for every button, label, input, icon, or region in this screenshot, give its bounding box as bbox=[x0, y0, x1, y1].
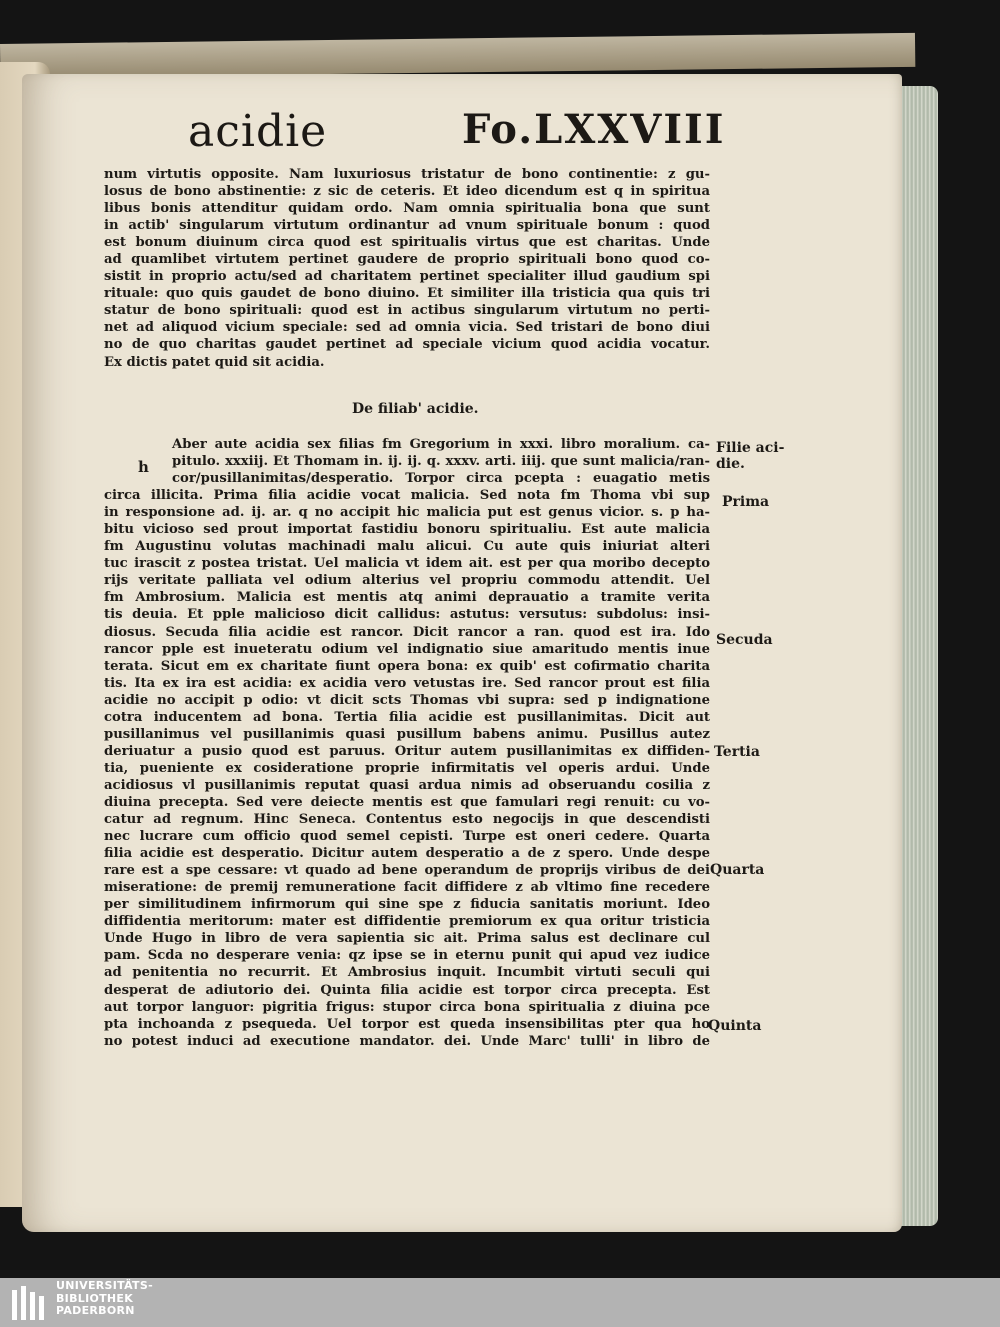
margin-note-quinta: Quinta bbox=[708, 1018, 762, 1034]
margin-note-filie-line1: Filie aci- bbox=[716, 440, 785, 456]
section-heading: De filiab' acidie. bbox=[352, 401, 479, 417]
text-line: bitu vicioso sed prout importat fastidiu bonoru spiritualiu. Est aute malicia bbox=[104, 522, 710, 538]
paragraph-2 bbox=[104, 436, 710, 1050]
text-line: tis deuia. Et pple malicioso dicit callidus: astutus: versutus: subdolus: insi- bbox=[104, 607, 710, 623]
text-line: acidiosus vl pusillanimis reputat quasi ardua nimis ad obseruandu cosilia z bbox=[104, 777, 710, 793]
text-line: tis. Ita ex ira est acidia: ex acidia vero vetustas ire. Sed rancor prout est filia bbox=[104, 675, 710, 691]
text-line: no potest induci ad executione mandator. dei. Unde Marc' tulli' in libro de bbox=[104, 1033, 710, 1049]
text-line: ad penitentia no recurrit. Et Ambrosius inquit. Incumbit virtuti seculi qui bbox=[104, 965, 710, 981]
text-line: sistit in proprio actu/sed ad charitatem pertinet specialiter illud gaudium spi bbox=[104, 269, 710, 285]
text-line: desperat de adiutorio dei. Quinta filia acidie est torpor circa precepta. Est bbox=[104, 982, 710, 998]
text-line: net ad aliquod vicium speciale: sed ad omnia vicia. Sed tristari de bono diui bbox=[104, 320, 710, 336]
text-line: rancor pple est inueteratu odium vel indignatio siue amaritudo mentis inue bbox=[104, 641, 710, 657]
text-line: rijs veritate palliata vel odium alterius vel propriu commodu attendit. Uel bbox=[104, 573, 710, 589]
text-line: losus de bono abstinentie: z sic de ceteris. Et ideo dicendum est q in spiritua bbox=[104, 184, 710, 200]
paragraph-1 bbox=[104, 166, 710, 371]
library-name-line3: PADERBORN bbox=[56, 1304, 135, 1317]
text-line: in actib' singularum virtutum ordinantur ad vnum spirituale bonum : quod bbox=[104, 218, 710, 234]
library-name-line2: BIBLIOTHEK bbox=[56, 1291, 134, 1305]
text-line: cor/pusillanimitas/desperatio. Torpor circa pcepta : euagatio metis bbox=[172, 471, 710, 487]
text-line: diosus. Secuda filia acidie est rancor. Dicit rancor a ran. quod est ira. Ido bbox=[104, 624, 710, 640]
text-line: ad quamlibet virtutem pertinet gaudere de proprio spirituali bono quod co- bbox=[104, 252, 710, 268]
margin-note-filie bbox=[716, 440, 784, 472]
text-line: cotra inducentem ad bona. Tertia filia acidie est pusillanimitas. Dicit aut bbox=[104, 709, 710, 725]
text-line: est bonum diuinum circa quod est spiritualis virtus que est charitas. Unde bbox=[104, 235, 710, 251]
text-line: libus bonis attenditur quidam ordo. Nam omnia spiritualia bona que sunt bbox=[104, 201, 710, 217]
text-line: Ex dictis patet quid sit acidia. bbox=[104, 354, 325, 370]
library-logo-icon bbox=[8, 1282, 52, 1322]
text-line: diffidentia meritorum: mater est diffidentie premiorum ex qua oritur tristicia bbox=[104, 914, 710, 930]
text-line: per similitudinem infirmorum qui sine spe z fiducia sanitatis moriunt. Ideo bbox=[104, 897, 710, 913]
text-line: Aber aute acidia sex filias fm Gregorium in xxxi. libro moralium. ca- bbox=[172, 437, 710, 452]
margin-note-tertia: Tertia bbox=[714, 744, 760, 760]
text-line: catur ad regnum. Hinc Seneca. Contentus esto negocijs in que descendisti bbox=[104, 812, 710, 828]
library-name bbox=[56, 1280, 153, 1318]
text-line: rituale: quo quis gaudet de bono diuino. Et similiter illa tristicia qua quis tri bbox=[104, 286, 710, 302]
text-line: terata. Sicut em ex charitate fiunt opera bona: ex quib' est cofirmatio charita bbox=[104, 658, 710, 674]
text-line: rare est a spe cessare: vt quado ad bene operandum de proprijs viribus de dei bbox=[104, 863, 710, 879]
margin-note-filie-line2: die. bbox=[716, 456, 745, 472]
text-line: nec lucrare cum officio quod semel cepisti. Turpe est oneri cedere. Quarta bbox=[104, 829, 710, 845]
text-line: num virtutis opposite. Nam luxuriosus tristatur de bono continentie: z gu- bbox=[104, 167, 710, 182]
text-line: tia, pueniente ex cosideratione proprie infirmitatis vel operis ardui. Unde bbox=[104, 760, 710, 776]
text-line: pam. Scda no desperare venia: qz ipse se in eternu punit qui apud vez iudice bbox=[104, 948, 710, 964]
text-line: pitulo. xxxiij. Et Thomam in. ij. ij. q. xxxv. arti. iiij. que sunt malicia/ran- bbox=[172, 454, 710, 470]
text-line: filia acidie est desperatio. Dicitur autem desperatio a de z spero. Unde despe bbox=[104, 846, 710, 862]
binding-cloth bbox=[0, 33, 915, 78]
text-line: diuina precepta. Sed vere deiecte mentis est que famulari regi renuit: cu vo- bbox=[104, 794, 710, 810]
text-line: tuc irascit z postea tristat. Uel malicia vt idem ait. est per qua moribo decepto bbox=[104, 556, 710, 572]
text-line: fm Augustinu volutas machinadi malu alicui. Cu aute quis iniuriat alteri bbox=[104, 539, 710, 555]
margin-note-prima: Prima bbox=[722, 494, 770, 510]
text-line: acidie no accipit p odio: vt dicit scts Thomas vbi supra: sed p indignatione bbox=[104, 692, 710, 708]
text-line: pta inchoanda z psequeda. Uel torpor est queda insensibilitas pter qua ho bbox=[104, 1016, 710, 1032]
margin-note-secunda: Secuda bbox=[716, 632, 773, 648]
text-line: deriuatur a pusio quod est paruus. Oritur autem pusillanimitas ex diffiden- bbox=[104, 743, 710, 759]
text-line: pusillanimus vel pusillanimis quasi pusillum babens animu. Pusillus autez bbox=[104, 726, 710, 742]
text-line: no de quo charitas gaudet pertinet ad speciale vicium quod acidia vocatur. bbox=[104, 337, 710, 353]
text-line: fm Ambrosium. Malicia est mentis atq animi deprauatio a tramite verita bbox=[104, 590, 710, 606]
margin-note-quarta: Quarta bbox=[710, 862, 765, 878]
text-line: in responsione ad. ij. ar. q no accipit hic malicia put est genus vicior. s. p ha- bbox=[104, 505, 710, 521]
text-line: miseratione: de premij remuneratione facit diffidere z ab vltimo fine recedere bbox=[104, 880, 710, 896]
text-line: aut torpor languor: pigritia frigus: stupor circa bona spiritualia z diuina pce bbox=[104, 999, 710, 1015]
text-line: Unde Hugo in libro de vera sapientia sic ait. Prima salus est declinare cul bbox=[104, 931, 710, 947]
guide-letter: h bbox=[138, 458, 149, 476]
text-line: circa illicita. Prima filia acidie vocat malicia. Sed nota fm Thoma vbi sup bbox=[104, 488, 710, 504]
library-name-line1: UNIVERSITÄTS- bbox=[56, 1279, 153, 1292]
folio-number: Fo.LXXVIII bbox=[462, 106, 726, 153]
text-line: statur de bono spirituali: quod est in actibus singularum virtutum no perti- bbox=[104, 303, 710, 319]
running-head: acidie bbox=[188, 106, 328, 157]
